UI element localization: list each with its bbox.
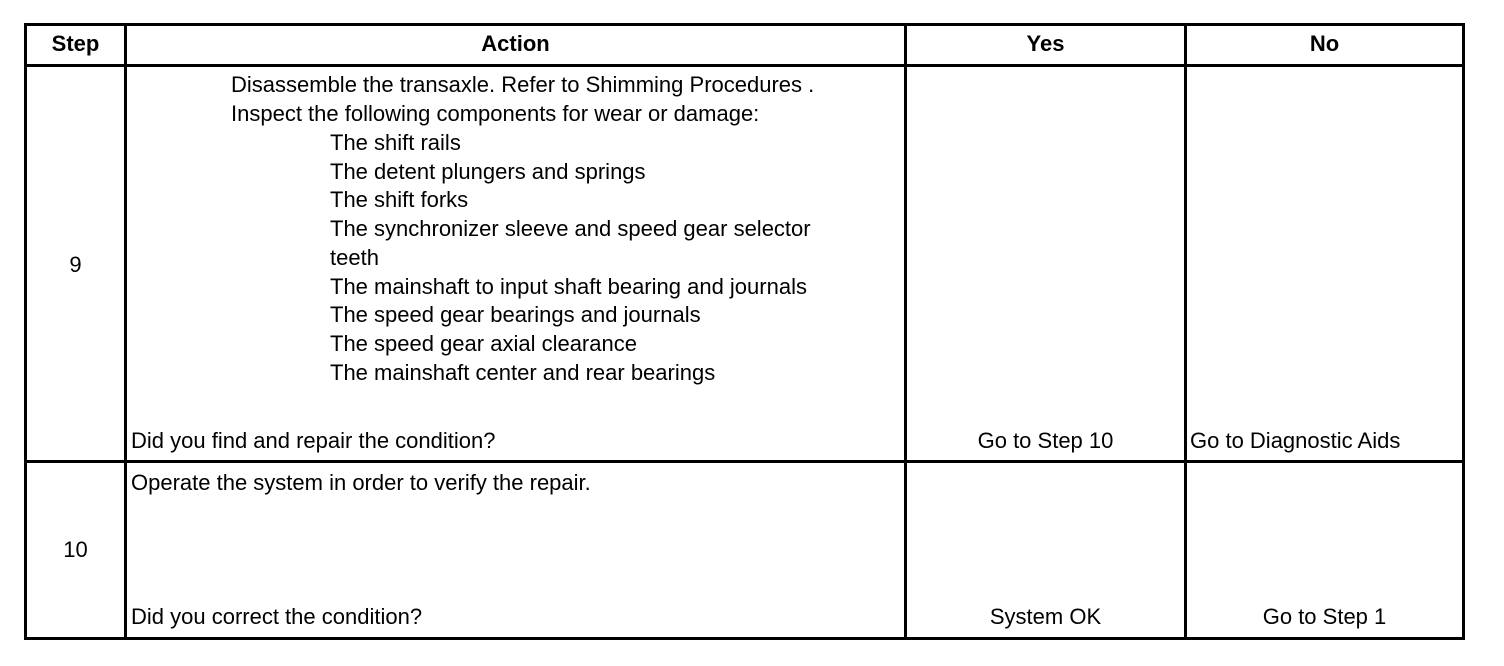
action-9-intro-2: Inspect the following components for wear or damage: <box>231 101 760 126</box>
yes-result-10: System OK <box>989 604 1102 629</box>
question-9: Did you find and repair the condition? <box>131 428 496 453</box>
component-item: The shift rails <box>330 130 461 155</box>
action-10: Operate the system in order to verify the repair. <box>131 470 591 495</box>
header-step: Step <box>51 31 100 56</box>
component-item: The speed gear bearings and journals <box>330 302 701 327</box>
header-row-divider <box>27 64 1462 67</box>
no-result-10: Go to Step 1 <box>1262 604 1387 629</box>
component-item: The synchronizer sleeve and speed gear selector <box>330 216 811 241</box>
step-number-9: 9 <box>69 252 82 277</box>
header-no: No <box>1309 31 1340 56</box>
component-item: The detent plungers and springs <box>330 159 646 184</box>
action-9-intro-1: Disassemble the transaxle. Refer to Shimming Procedures . <box>231 72 815 97</box>
component-item: The shift forks <box>330 187 469 212</box>
column-divider-action <box>904 26 907 637</box>
diagnostic-table <box>24 23 1465 640</box>
yes-result-9: Go to Step 10 <box>977 428 1114 453</box>
step-number-10: 10 <box>63 537 88 562</box>
header-yes: Yes <box>1026 31 1065 56</box>
question-10: Did you correct the condition? <box>131 604 423 629</box>
component-item: The mainshaft center and rear bearings <box>330 360 716 385</box>
component-item: The mainshaft to input shaft bearing and journals <box>330 274 807 299</box>
column-divider-step <box>124 26 127 637</box>
header-action: Action <box>481 31 550 56</box>
no-result-9: Go to Diagnostic Aids <box>1190 428 1401 453</box>
component-item: teeth <box>330 245 379 270</box>
row-divider-9-10 <box>27 460 1462 463</box>
component-item: The speed gear axial clearance <box>330 331 637 356</box>
column-divider-yes <box>1184 26 1187 637</box>
